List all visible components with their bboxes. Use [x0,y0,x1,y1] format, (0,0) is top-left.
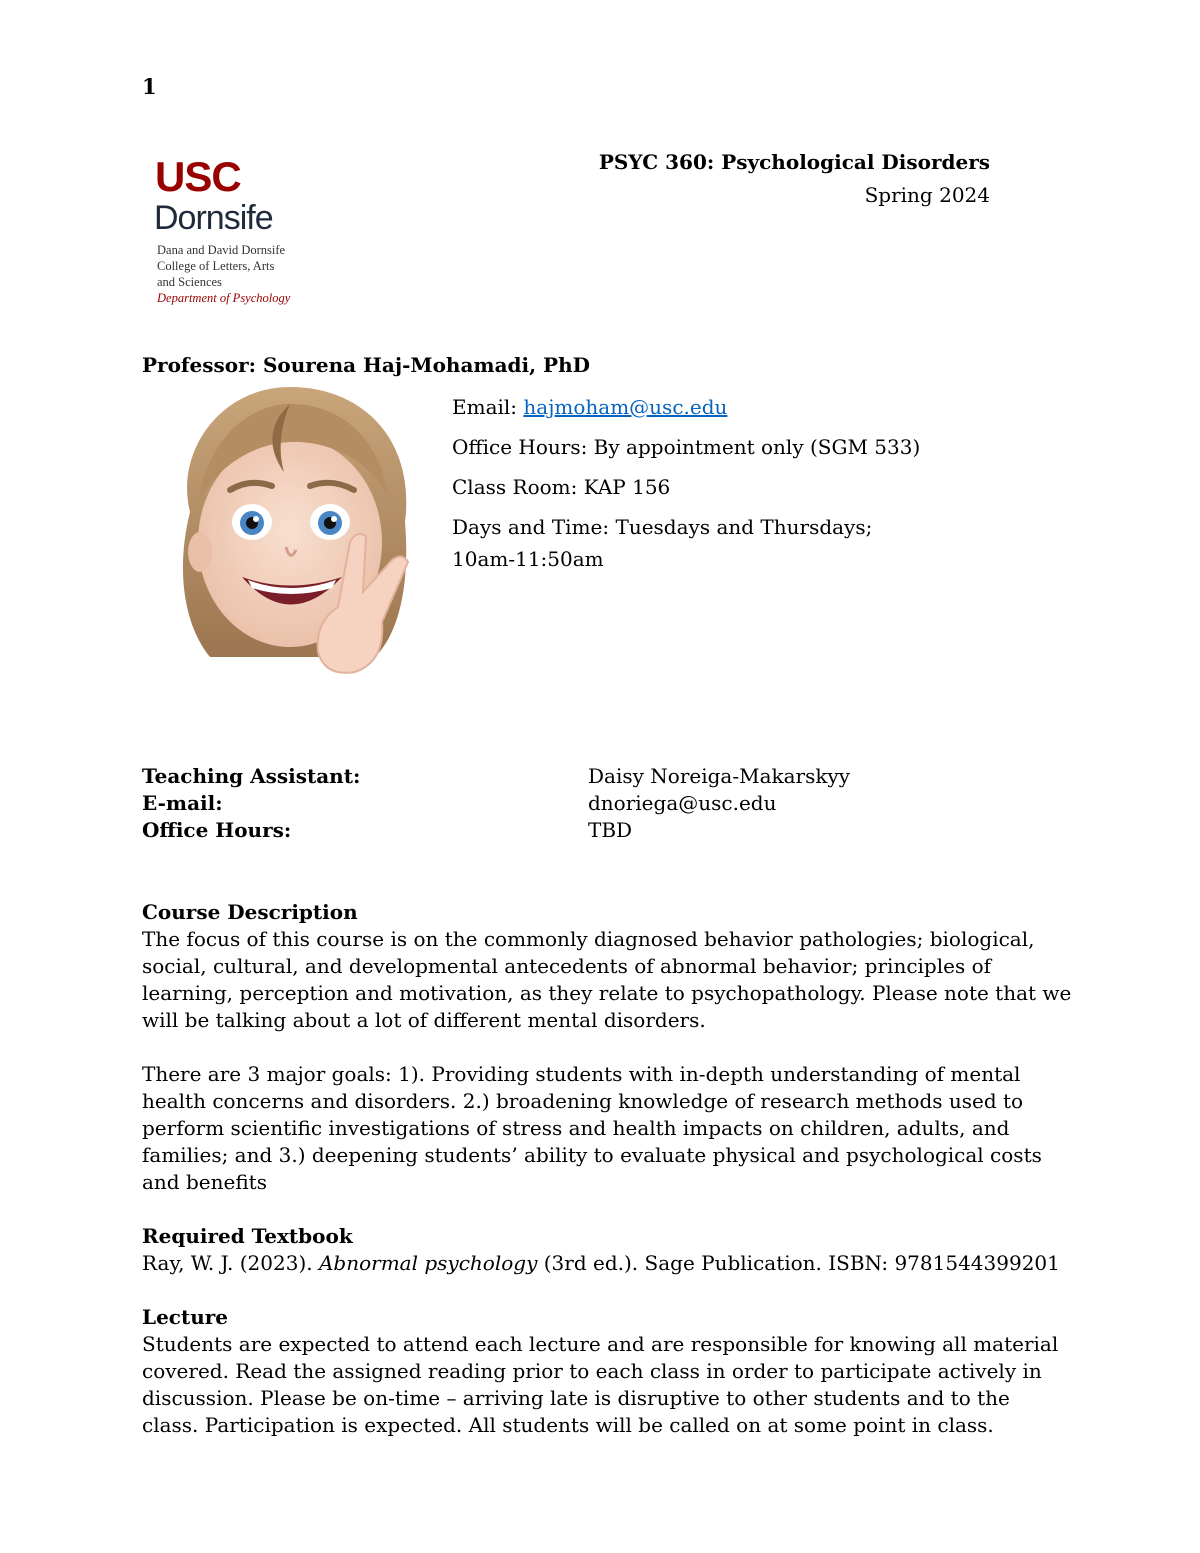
ta-value: dnoriega@usc.edu [588,791,777,815]
ta-row [142,817,1042,844]
course-description-heading: Course Description [142,900,358,924]
logo-department-text: Department of Psychology [157,291,291,305]
logo-dornsife-text: Dornsife [154,199,273,237]
textbook-title: Abnormal psychology [318,1251,538,1275]
ta-label: Office Hours: [142,818,292,842]
course-description-paragraph: The focus of this course is on the commonly diagnosed behavior pathologies; biological, social, cultural, and developmental antecedents of abnormal behavior; principles of learning, perception and motivation, as they relate to psychopathology. Please note that we will be talking about a lot of different mental disorders. [142,927,1072,1032]
teaching-assistant-info [142,763,1042,844]
email-line: Email: hajmoham@usc.edu [452,395,728,419]
professor-contact [452,391,922,583]
professor-heading: Professor: Sourena Haj-Mohamadi, PhD [142,353,590,377]
class-room-line: Class Room: KAP 156 [452,475,671,499]
memoji-avatar-peace-sign-icon [160,382,430,694]
course-title: PSYC 360: Psychological Disorders [598,150,990,174]
usc-dornsife-logo [150,148,314,318]
logo-college-text: Dana and David Dornsife College of Letters, Arts and Sciences [157,243,286,289]
days-time-line: Days and Time: Tuesdays and Thursdays; 10am-11:50am [452,515,873,571]
page-number: 1 [142,74,157,99]
professor-email-link[interactable]: hajmoham@usc.edu [523,395,728,419]
textbook-heading: Required Textbook [142,1224,353,1248]
ta-value: Daisy Noreiga-Makarskyy [588,764,851,788]
textbook-citation: Ray, W. J. (2023). Abnormal psychology (3rd ed.). Sage Publication. ISBN: 9781544399201 [142,1251,1060,1275]
course-goals-paragraph: There are 3 major goals: 1). Providing students with in-depth understanding of mental health concerns and disorders. 2.) broadening knowledge of research methods used to perform scientific investigations of stress and health impacts on children, adults, and families; and 3.) deepening students’ ability to evaluate physical and psychological costs and benefits [142,1062,1042,1194]
lecture-heading: Lecture [142,1305,229,1329]
ta-label: Teaching Assistant: [142,764,361,788]
lecture-paragraph: Students are expected to attend each lecture and are responsible for knowing all material covered. Read the assigned reading prior to each class in order to participate actively in discussion. Please be on-time – arriving late is disruptive to other students and to the class. Participation is expected. All students will be called on at some point in class. [142,1332,1059,1437]
ta-value: TBD [588,818,633,842]
ta-row [142,763,1042,790]
logo-usc-text: USC [155,153,241,200]
syllabus-body [142,899,1072,1439]
office-hours-line: Office Hours: By appointment only (SGM 533) [452,435,921,459]
ta-label: E-mail: [142,791,223,815]
ta-row [142,790,1042,817]
course-term: Spring 2024 [864,183,990,207]
